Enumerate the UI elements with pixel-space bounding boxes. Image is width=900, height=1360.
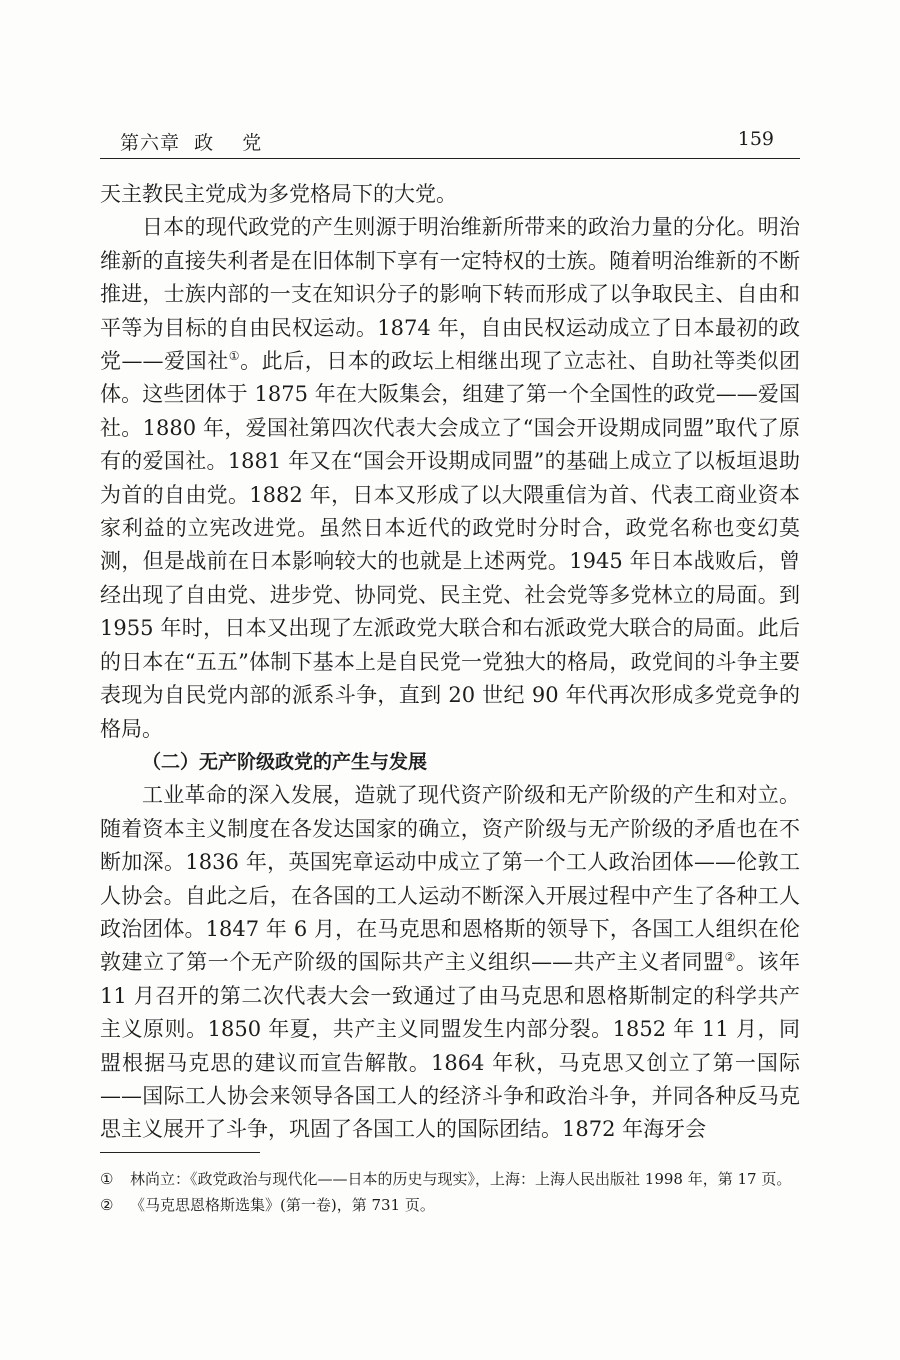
paragraph-text: 工业革命的深入发展，造就了现代资产阶级和无产阶级的产生和对立。随着资本主义制度在各发达国家的确立，资产阶级与无产阶级的矛盾也在不断加深。1836 年，英国宪章运动中成立了第一个工人政治团体——伦敦工人协会。自此之后，在各国的工人运动不断深入开展过程中产生了各种工人政治团体。1847 年 6 月，在马克思和恩格斯的领导下，各国工人组织在伦敦建立了第一个无产阶级的国际共产主义组织——共产主义者同盟	[100, 783, 800, 975]
paragraph-text: 。此后，日本的政坛上相继出现了立志社、自助社等类似团体。这些团体于 1875 年在大阪集会，组建了第一个全国性的政党——爱国社。1880 年，爱国社第四次代表大会成立了“国会开设期成同盟”取代了原有的爱国社。1881 年又在“国会开设期成同盟”的基础上成立了以板垣退助为首的自由党。1882 年，日本又形成了以大隈重信为首、代表工商业资本家利益的立宪改进党。虽然日本近代的政党时分时合，政党名称也变幻莫测，但是战前在日本影响较大的也就是上述两党。1945 年日本战败后，曾经出现了自由党、进步党、协同党、民主党、社会党等多党林立的局面。到 1955 年时，日本又出现了左派政党大联合和右派政党大联合的局面。此后的日本在“五五”体制下基本上是自民党一党独大的格局，政党间的斗争主要表现为自民党内部的派系斗争，直到 20 世纪 90 年代再次形成多党竞争的格局。	[100, 349, 801, 741]
footnote-divider	[100, 1152, 260, 1153]
footnote-text: 林尚立：《政党政治与现代化——日本的历史与现实》，上海：上海人民出版社 1998 年，第 17 页。	[130, 1170, 792, 1188]
page-number: 159	[737, 128, 774, 150]
running-head	[100, 128, 800, 158]
paragraph-text: 。该年 11 月召开的第二次代表大会一致通过了由马克思和恩格斯制定的科学共产主义原则。1850 年夏，共产主义同盟发生内部分裂。1852 年 11 月，同盟根据马克思的建议而宣告解散。1864 年秋，马克思又创立了第一国际——国际工人协会来领导各国工人的经济斗争和政治斗争，并同各种反马克思主义展开了斗争，巩固了各国工人的国际团结。1872 年海牙会	[100, 950, 801, 1142]
paragraph-japan-parties	[100, 211, 800, 746]
chapter-title: 第六章 政 党	[120, 132, 263, 154]
paragraph-text: 日本的现代政党的产生则源于明治维新所带来的政治力量的分化。明治维新的直接失利者是在旧体制下享有一定特权的士族。随着明治维新的不断推进，士族内部的一支在知识分子的影响下转而形成了以争取民主、自由和平等为目标的自由民权运动。1874 年，自由民权运动成立了日本最初的政党——爱国社	[100, 215, 800, 374]
footnote-ref-1[interactable]: ①	[228, 349, 241, 364]
footnote-marker: ①	[100, 1170, 114, 1188]
footnote-text: 《马克思恩格斯选集》(第一卷)，第 731 页。	[130, 1196, 435, 1214]
footnote-2	[100, 1194, 800, 1216]
paragraph-continued: 天主教民主党成为多党格局下的大党。	[100, 182, 457, 206]
header-rule	[100, 158, 800, 159]
footnotes	[100, 1168, 800, 1220]
main-text	[100, 178, 800, 1147]
paragraph-proletarian-parties	[100, 779, 800, 1146]
footnote-marker: ②	[100, 1196, 114, 1214]
section-heading: （二）无产阶级政党的产生与发展	[142, 750, 428, 773]
footnote-1	[100, 1168, 800, 1190]
footnote-ref-2[interactable]: ②	[724, 950, 736, 965]
